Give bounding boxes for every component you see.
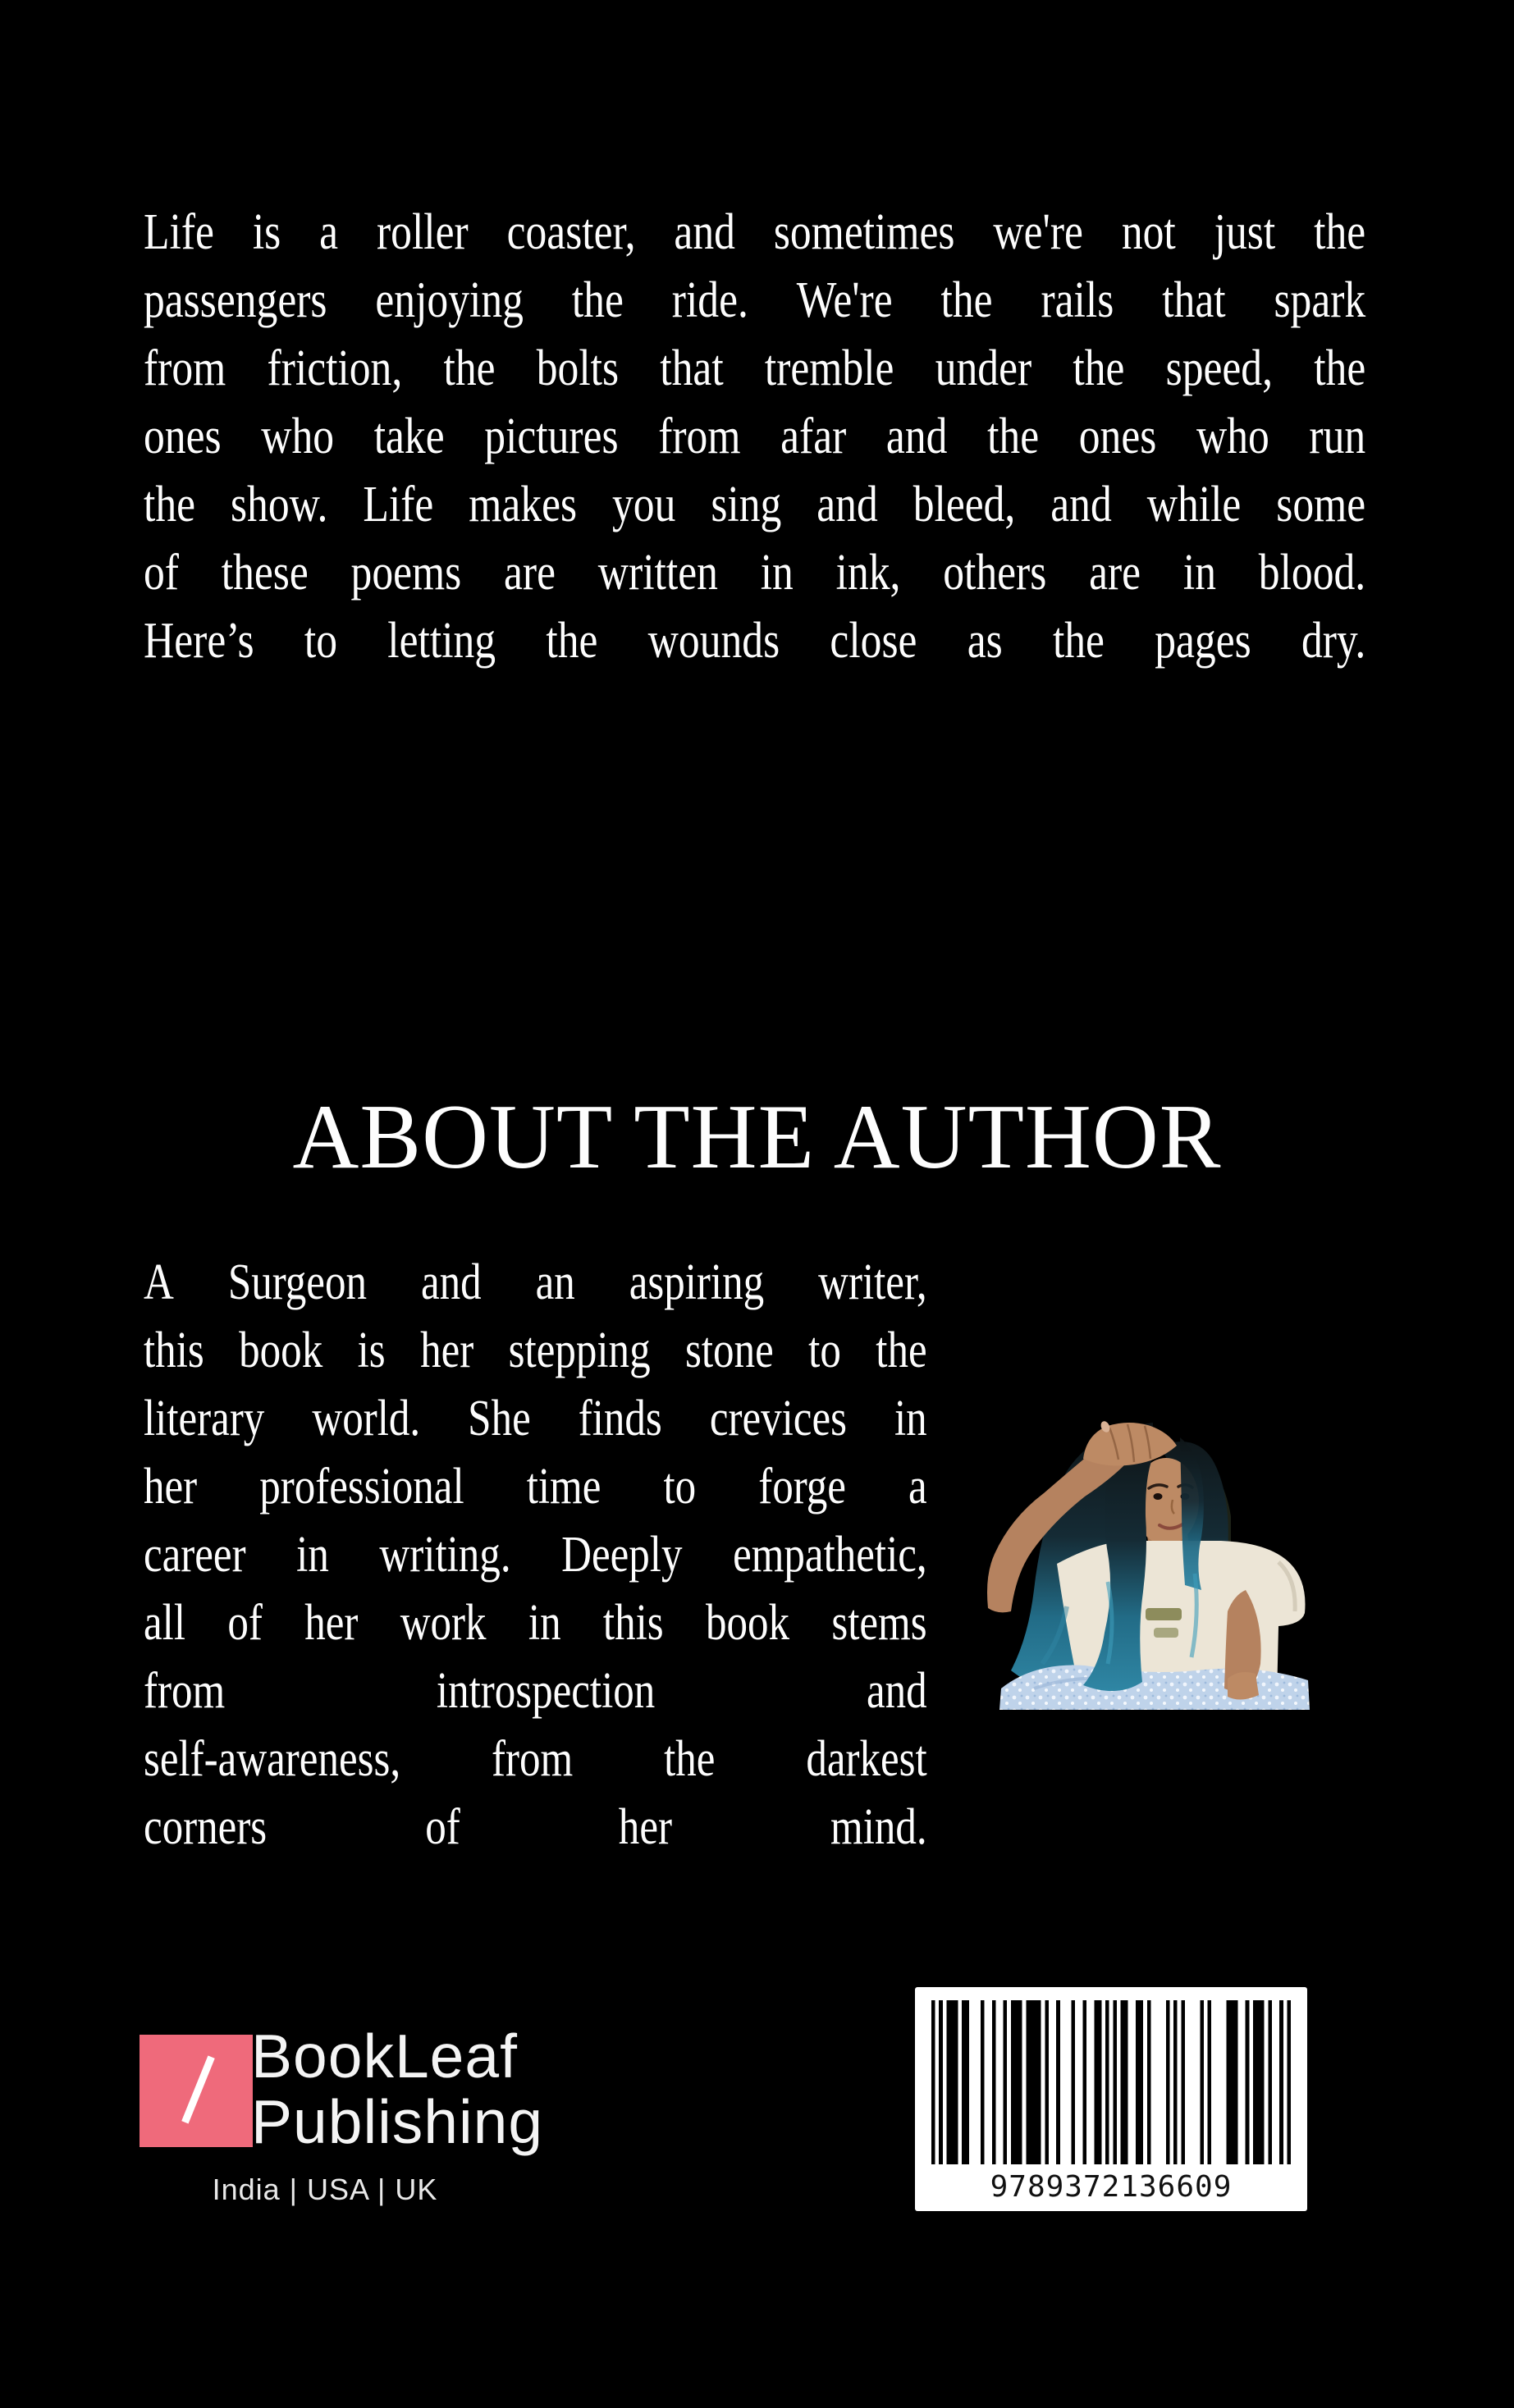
publisher-name	[251, 2023, 543, 2154]
isbn-barcode	[915, 1987, 1307, 2211]
justified-text-line: ones who take pictures from afar and the ones who run	[144, 409, 1366, 464]
justified-text-line: the show. Life makes you sing and bleed, and while some	[144, 477, 1366, 532]
bookleaf-logo-icon	[140, 2035, 253, 2147]
justified-text-line: passengers enjoying the ride. We're the rails that spark	[144, 272, 1366, 328]
justified-text-line: her professional time to forge a	[144, 1459, 927, 1515]
back-cover-blurb	[144, 199, 1365, 675]
publisher-name-line1: BookLeaf	[251, 2022, 518, 2090]
isbn-number: 9789372136609	[990, 2170, 1233, 2204]
publisher-regions: India | USA | UK	[212, 2173, 438, 2206]
logo-slash-mark	[181, 2055, 215, 2123]
justified-text-line: career in writing. Deeply empathetic,	[144, 1527, 927, 1583]
justified-text-line: this book is her stepping stone to the	[144, 1323, 927, 1378]
justified-text-line: A Surgeon and an aspiring writer,	[144, 1254, 927, 1310]
about-the-author-heading: ABOUT THE AUTHOR	[292, 1086, 1222, 1188]
justified-text-line: all of her work in this book stems	[144, 1595, 927, 1651]
author-photo	[985, 1418, 1350, 1713]
justified-text-line: Life is a roller coaster, and sometimes we're not just the	[144, 204, 1366, 260]
justified-text-line: from friction, the bolts that tremble under the speed, the	[144, 340, 1366, 396]
barcode-bars	[931, 2000, 1291, 2164]
justified-text-line: corners of her mind.	[144, 1799, 927, 1855]
author-bio	[144, 1249, 927, 1862]
justified-text-line: of these poems are written in ink, others are in blood.	[144, 545, 1366, 601]
justified-text-line: literary world. She finds crevices in	[144, 1391, 927, 1446]
publisher-name-line2: Publishing	[251, 2087, 544, 2156]
justified-text-line: Here’s to letting the wounds close as the pages dry.	[144, 613, 1366, 669]
justified-text-line: from introspection and	[144, 1663, 927, 1719]
justified-text-line: self-awareness, from the darkest	[144, 1731, 927, 1787]
